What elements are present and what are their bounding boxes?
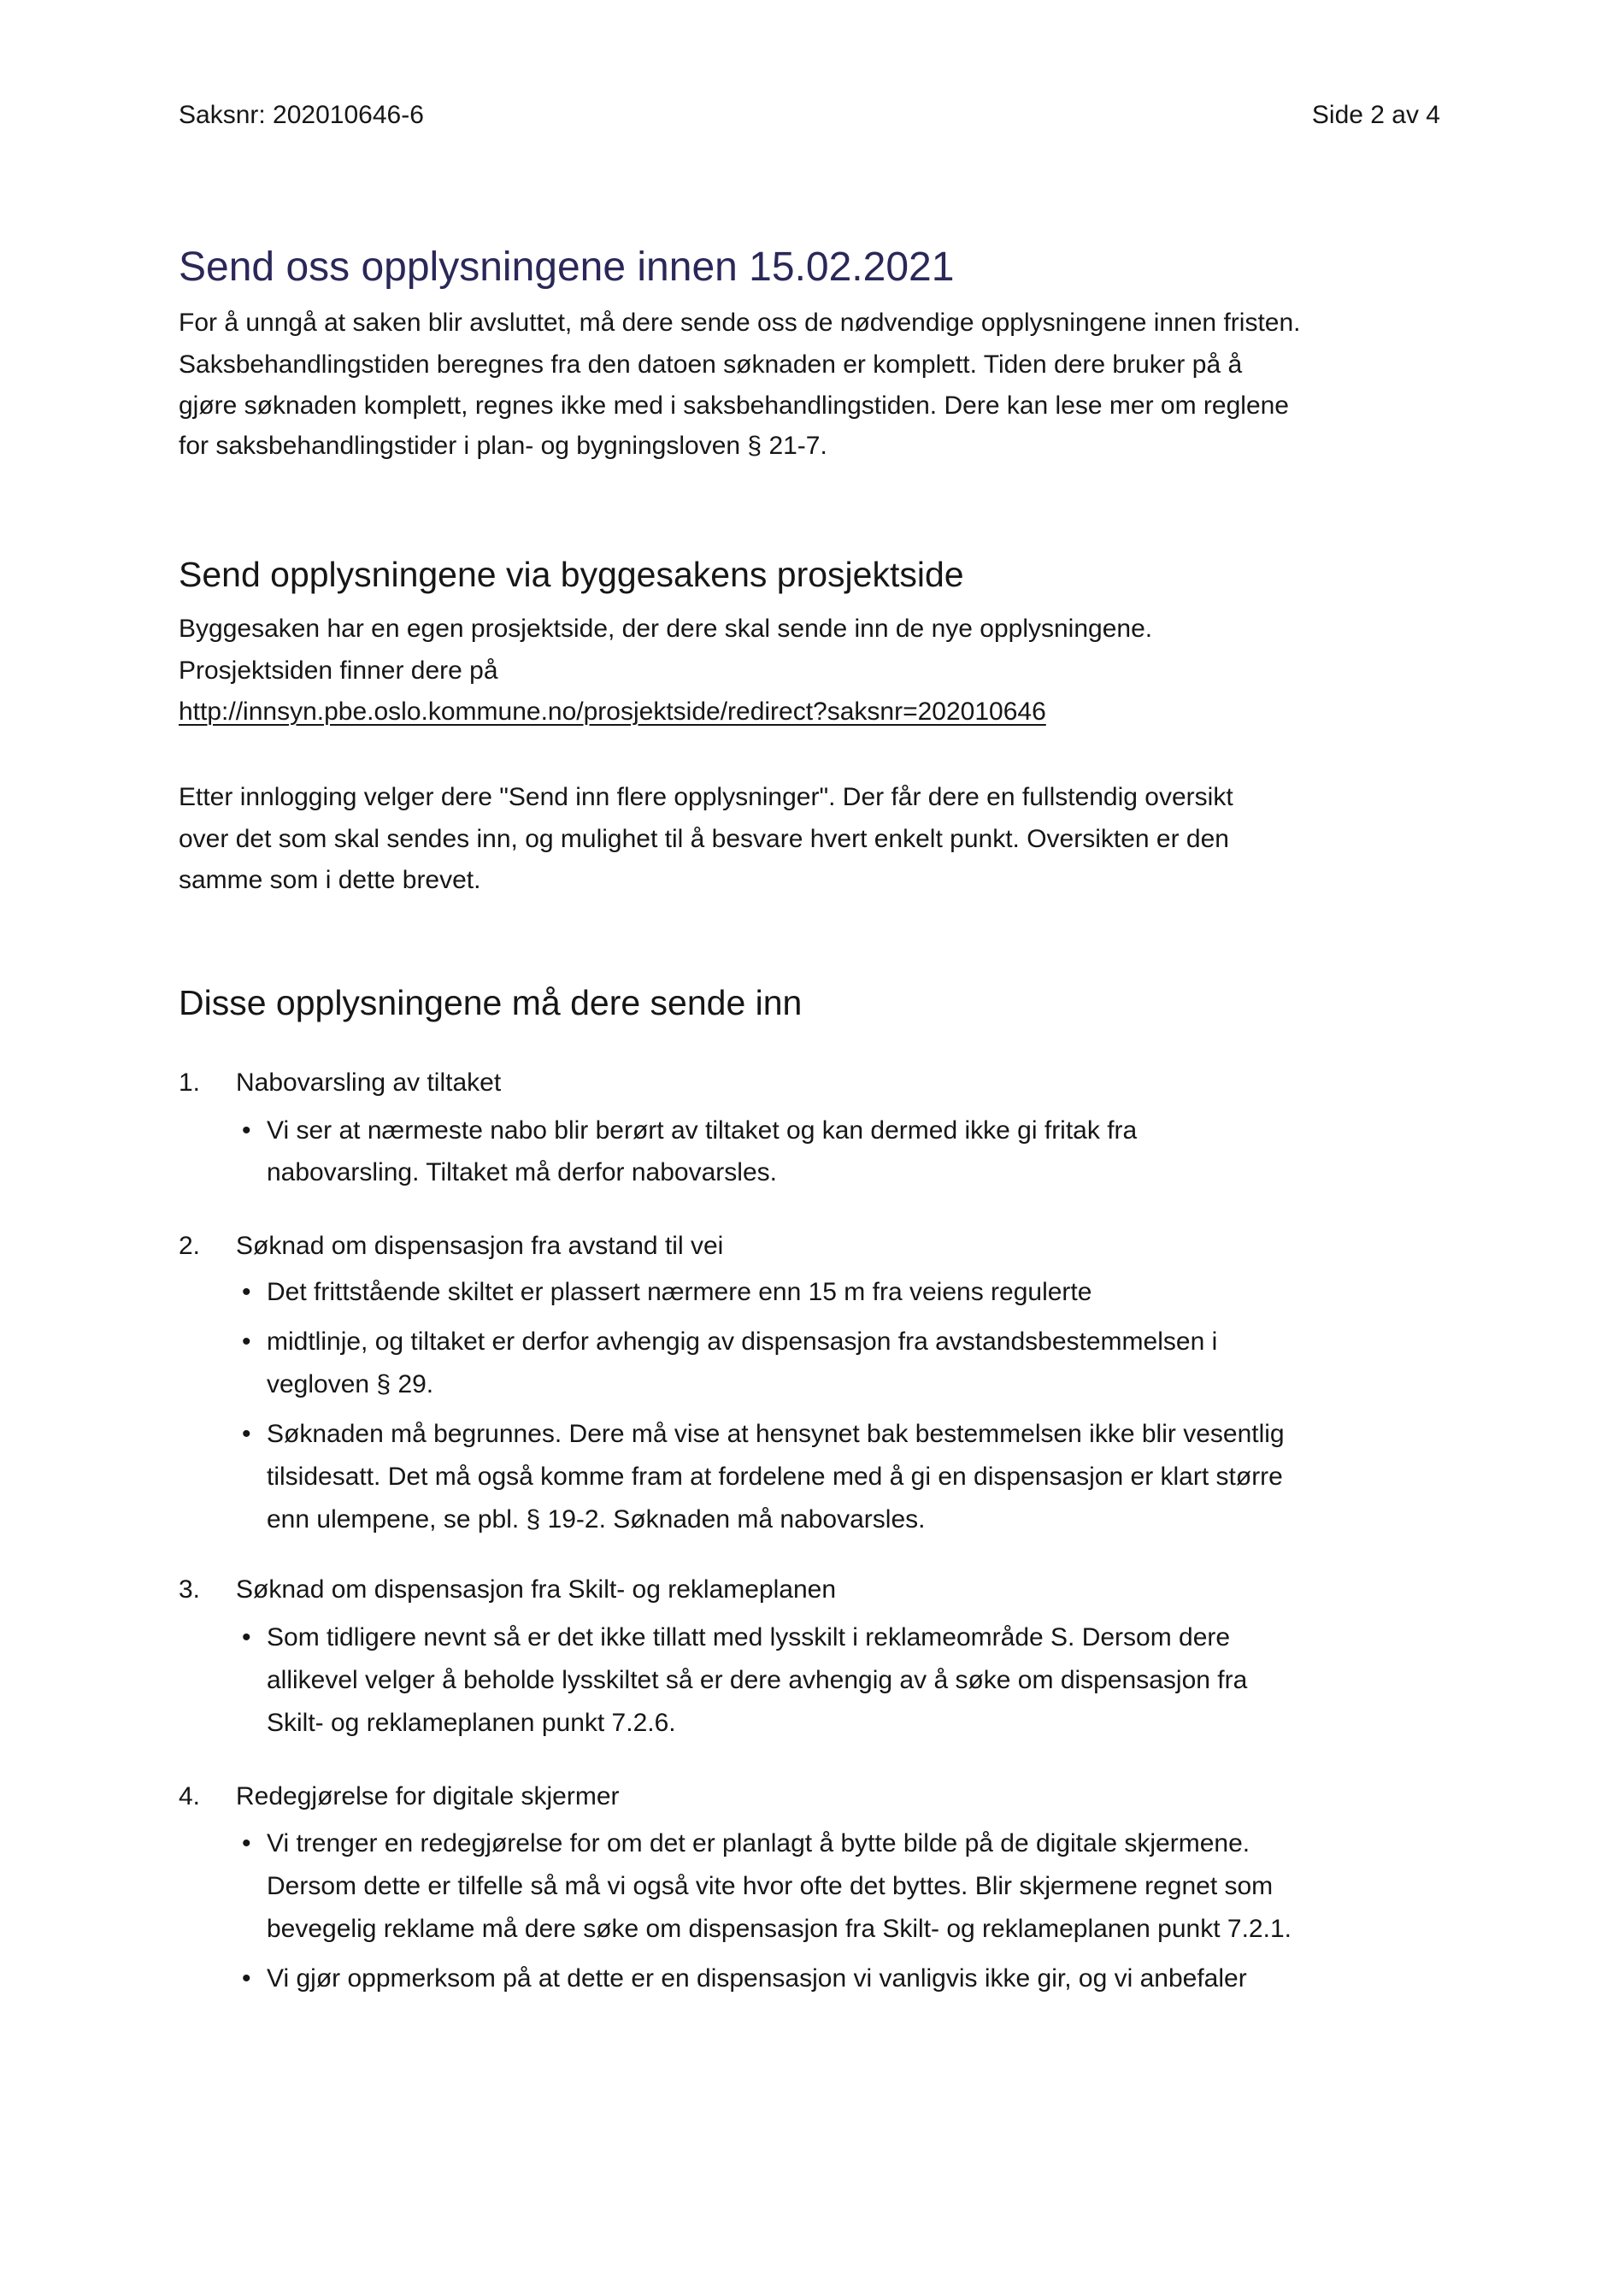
- text-line: Etter innlogging velger dere "Send inn flere opplysninger". Der får dere en fullstendig oversikt: [179, 783, 1233, 811]
- text-line: gjøre søknaden komplett, regnes ikke med i saksbehandlingstiden. Dere kan lese mer om reglene: [179, 391, 1289, 420]
- bullet-text: Vi ser at nærmeste nabo blir berørt av tiltaket og kan dermed ikke gi fritak fra: [267, 1116, 1138, 1145]
- bullet-text: Vi trenger en redegjørelse for om det er planlagt å bytte bilde på de digitale skjermene.: [267, 1829, 1250, 1857]
- bullet-icon: •: [242, 1116, 251, 1145]
- item-title: Søknad om dispensasjon fra avstand til vei: [236, 1232, 724, 1260]
- text-line: Prosjektsiden finner dere på: [179, 656, 498, 685]
- section-heading-project-page: Send opplysningene via byggesakens prosjektside: [179, 555, 964, 594]
- bullet-text: tilsidesatt. Det må også komme fram at fordelene med å gi en dispensasjon er klart større: [267, 1463, 1283, 1491]
- item-number: 4.: [179, 1782, 201, 1810]
- bullet-text: nabovarsling. Tiltaket må derfor nabovarsles.: [267, 1158, 777, 1186]
- section-heading-required-info: Disse opplysningene må dere sende inn: [179, 983, 803, 1022]
- text-line: For å unngå at saken blir avsluttet, må dere sende oss de nødvendige opplysningene innen fristen.: [179, 309, 1301, 337]
- bullet-text: vegloven § 29.: [267, 1370, 434, 1398]
- bullet-text: allikevel velger å beholde lysskiltet så er dere avhengig av å søke om dispensasjon fra: [267, 1666, 1248, 1694]
- bullet-icon: •: [242, 1829, 251, 1857]
- project-page-link[interactable]: http://innsyn.pbe.oslo.kommune.no/prosjektside/redirect?saksnr=202010646: [179, 698, 1046, 726]
- bullet-icon: •: [242, 1328, 251, 1356]
- page-indicator: Side 2 av 4: [1311, 101, 1440, 129]
- item-number: 3.: [179, 1575, 201, 1604]
- bullet-text: Det frittstående skiltet er plassert nærmere enn 15 m fra veiens regulerte: [267, 1278, 1092, 1306]
- text-line: for saksbehandlingstider i plan- og bygningsloven § 21-7.: [179, 432, 827, 460]
- bullet-icon: •: [242, 1964, 251, 1993]
- item-title: Søknad om dispensasjon fra Skilt- og reklameplanen: [236, 1575, 837, 1604]
- item-number: 1.: [179, 1069, 201, 1097]
- case-number: Saksnr: 202010646-6: [179, 101, 424, 129]
- item-number: 2.: [179, 1232, 201, 1260]
- bullet-text: bevegelig reklame må dere søke om dispensasjon fra Skilt- og reklameplanen punkt 7.2.1.: [267, 1915, 1292, 1943]
- bullet-icon: •: [242, 1278, 251, 1306]
- bullet-text: Skilt- og reklameplanen punkt 7.2.6.: [267, 1709, 676, 1737]
- text-line: Byggesaken har en egen prosjektside, der dere skal sende inn de nye opplysningene.: [179, 615, 1153, 643]
- text-line: Saksbehandlingstiden beregnes fra den datoen søknaden er komplett. Tiden dere bruker på å: [179, 350, 1243, 379]
- item-title: Nabovarsling av tiltaket: [236, 1069, 502, 1097]
- bullet-text: Vi gjør oppmerksom på at dette er en dispensasjon vi vanligvis ikke gir, og vi anbefaler: [267, 1964, 1247, 1993]
- bullet-text: Søknaden må begrunnes. Dere må vise at hensynet bak bestemmelsen ikke blir vesentlig: [267, 1420, 1285, 1448]
- page-title: Send oss opplysningene innen 15.02.2021: [179, 244, 955, 290]
- item-title: Redegjørelse for digitale skjermer: [236, 1782, 620, 1810]
- bullet-icon: •: [242, 1420, 251, 1448]
- bullet-text: Dersom dette er tilfelle så må vi også vite hvor ofte det byttes. Blir skjermene regnet som: [267, 1872, 1274, 1900]
- bullet-icon: •: [242, 1623, 251, 1651]
- bullet-text: Som tidligere nevnt så er det ikke tillatt med lysskilt i reklameområde S. Dersom dere: [267, 1623, 1231, 1651]
- text-line: over det som skal sendes inn, og mulighet til å besvare hvert enkelt punkt. Oversikten er den: [179, 825, 1229, 853]
- bullet-text: midtlinje, og tiltaket er derfor avhengig av dispensasjon fra avstandsbestemmelsen i: [267, 1328, 1218, 1356]
- bullet-text: enn ulempene, se pbl. § 19-2. Søknaden må nabovarsles.: [267, 1505, 926, 1534]
- text-line: samme som i dette brevet.: [179, 866, 481, 894]
